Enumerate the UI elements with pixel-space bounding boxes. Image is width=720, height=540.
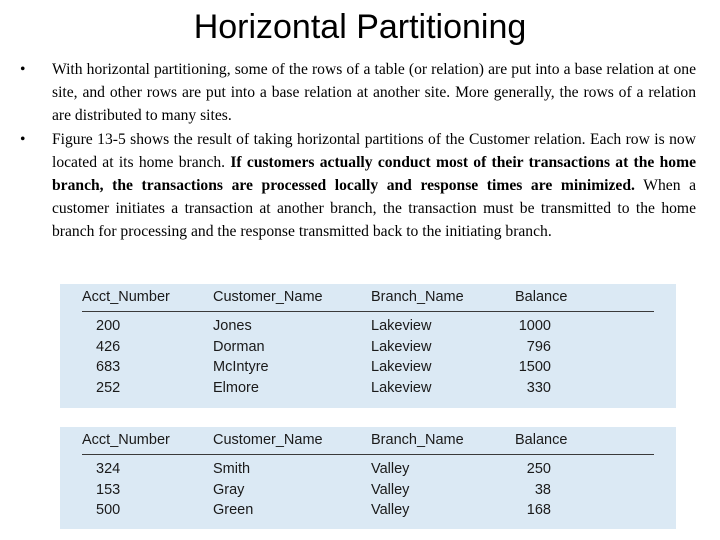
table-row <box>60 316 676 337</box>
customer-name-cell: Jones <box>213 318 252 334</box>
bullet-marker: • <box>20 61 26 78</box>
acct-number-cell: 324 <box>96 461 121 477</box>
bullet-text-bold: If customers actually conduct most of their transactions at the home branch, the transactions are processed locally and response times are minimized. <box>52 153 696 195</box>
bullet-text: Figure 13-5 shows the result of taking horizontal partitions of the Customer relation. Each row is now located at its home branch. <box>52 130 696 171</box>
customer-name-cell: Elmore <box>213 379 259 396</box>
acct-number-cell: 683 <box>96 359 121 375</box>
branch-name-cell: Lakeview <box>371 379 432 396</box>
customer-name-cell: Smith <box>213 461 251 477</box>
column-header: Branch_Name <box>371 432 464 448</box>
balance-cell: 1500 <box>518 359 551 375</box>
slide-title: Horizontal Partitioning <box>193 8 527 46</box>
valley-partition-table <box>60 427 676 529</box>
column-header: Customer_Name <box>213 289 323 305</box>
balance-cell: 250 <box>526 461 551 477</box>
column-header: Customer_Name <box>213 432 323 448</box>
balance-cell: 330 <box>526 379 551 396</box>
column-header: Balance <box>515 289 568 305</box>
column-header: Acct_Number <box>82 432 170 448</box>
balance-cell: 168 <box>526 502 551 518</box>
table-row <box>60 480 676 501</box>
customer-name-cell: Dorman <box>213 338 265 355</box>
customer-name-cell: Gray <box>213 481 245 498</box>
branch-name-cell: Valley <box>371 461 410 477</box>
table-row <box>60 337 676 358</box>
acct-number-cell: 200 <box>96 318 121 334</box>
acct-number-cell: 153 <box>96 481 121 498</box>
balance-cell: 796 <box>526 338 551 355</box>
customer-name-cell: McIntyre <box>213 359 269 375</box>
column-header: Branch_Name <box>371 289 464 305</box>
customer-name-cell: Green <box>213 502 254 518</box>
balance-cell: 38 <box>534 481 551 498</box>
bullet-item-1 <box>20 58 696 128</box>
column-header: Acct_Number <box>82 289 170 305</box>
bullet-text-tail: When a customer initiates a transaction at another branch, the transaction must be transmitted to the home branch for processing and the response transmitted back to the initiating branch. <box>52 177 697 241</box>
acct-number-cell: 252 <box>96 379 121 396</box>
table-header-row <box>82 284 654 312</box>
branch-name-cell: Lakeview <box>371 338 432 355</box>
bullet-item-2 <box>20 128 696 244</box>
acct-number-cell: 500 <box>96 502 121 518</box>
lakeview-partition-table <box>60 284 676 408</box>
table-row <box>60 357 676 378</box>
branch-name-cell: Lakeview <box>371 359 432 375</box>
balance-cell: 1000 <box>518 318 551 334</box>
bullet-marker: • <box>20 130 26 148</box>
table-header-row <box>82 427 654 455</box>
column-header: Balance <box>515 432 568 448</box>
branch-name-cell: Valley <box>371 502 410 518</box>
table-row <box>60 459 676 480</box>
branch-name-cell: Valley <box>371 481 410 498</box>
acct-number-cell: 426 <box>96 338 121 355</box>
bullet-text: With horizontal partitioning, some of the rows of a table (or relation) are put into a base relation at one site, and other rows are put into a base relation at another site. More generally, the rows of a relation are distributed to many sites. <box>52 61 696 125</box>
bullet-list <box>20 58 696 244</box>
branch-name-cell: Lakeview <box>371 318 432 334</box>
table-row <box>60 500 676 521</box>
table-row <box>60 378 676 399</box>
